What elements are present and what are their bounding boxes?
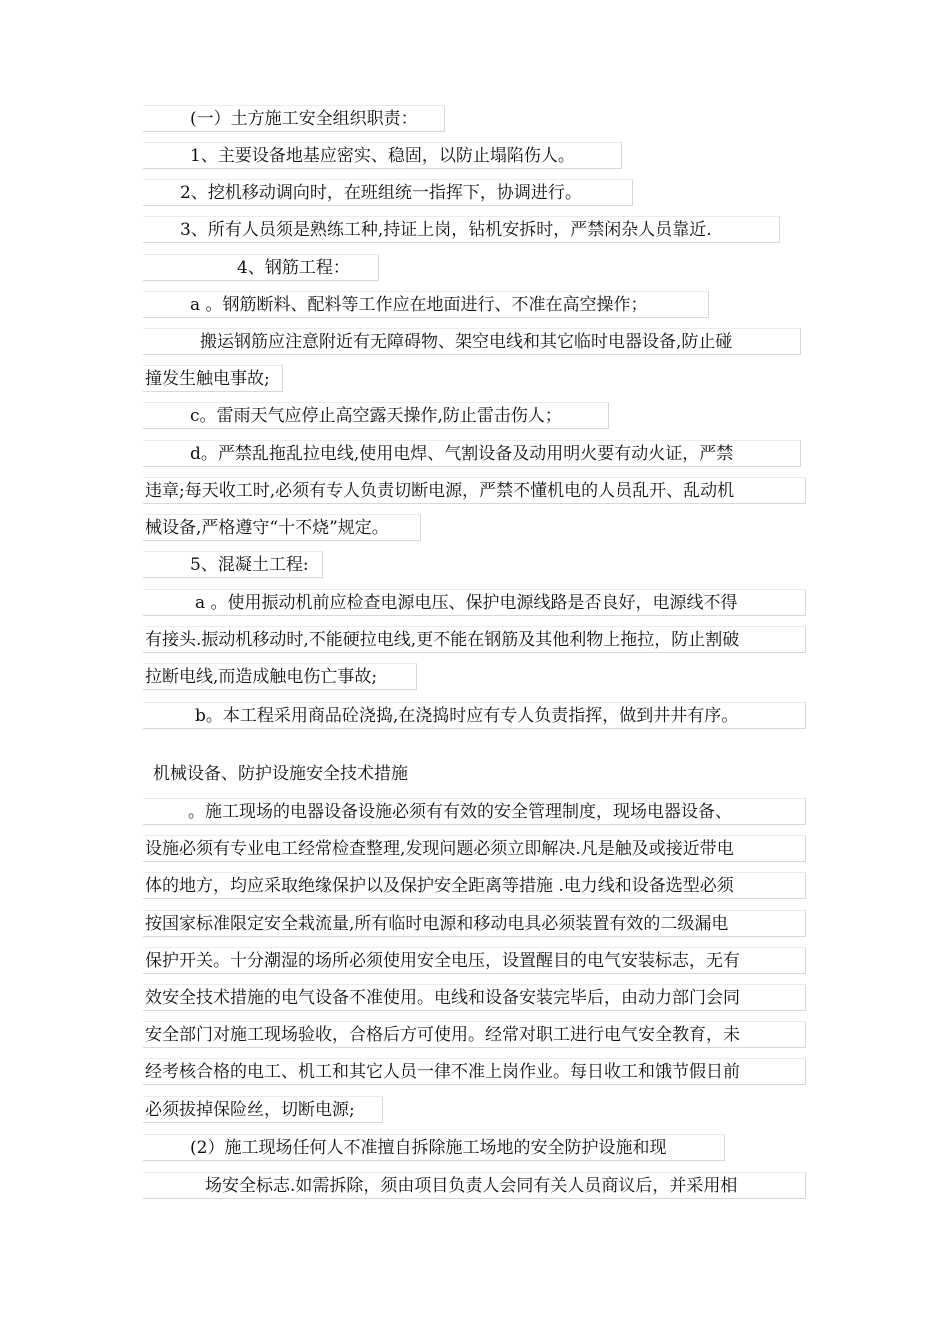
text-line: b。本工程采用商品砼浇捣,在浇捣时应有专人负责指挥，做到井井有序。 xyxy=(143,702,806,729)
text-line: 撞发生触电事故; xyxy=(143,365,283,392)
text-line: 场安全标志.如需拆除，须由项目负责人会同有关人员商议后，并采用相 xyxy=(143,1172,806,1199)
text-line: 安全部门对施工现场验收，合格后方可使用。经常对职工进行电气安全教育，未 xyxy=(143,1021,806,1048)
section-title: 机械设备、防护设施安全技术措施 xyxy=(153,764,408,784)
text-line: 有接头.振动机移动时,不能硬拉电线,更不能在钢筋及其他利物上拖拉，防止割破 xyxy=(143,626,806,653)
text-line: 拉断电线,而造成触电伤亡事故; xyxy=(143,663,417,690)
text-line: 必须拔掉保险丝，切断电源; xyxy=(143,1096,383,1123)
text-line: d。严禁乱拖乱拉电线,使用电焊、气割设备及动用明火要有动火证，严禁 xyxy=(143,440,801,467)
text-line: 设施必须有专业电工经常检查整理,发现问题必须立即解决.凡是触及或接近带电 xyxy=(143,835,806,862)
text-line: 保护开关。十分潮湿的场所必须使用安全电压，设置醒目的电气安装标志，无有 xyxy=(143,947,806,974)
text-line: a 。使用振动机前应检查电源电压、保护电源线路是否良好，电源线不得 xyxy=(143,589,806,616)
text-line: a 。钢筋断料、配料等工作应在地面进行、不准在高空操作； xyxy=(143,291,709,318)
text-line: 3、所有人员须是熟练工种,持证上岗，钻机安拆时，严禁闲杂人员靠近. xyxy=(143,216,780,243)
text-line: 违章;每天收工时,必须有专人负责切断电源，严禁不懂机电的人员乱开、乱动机 xyxy=(143,477,806,504)
text-line: 械设备,严格遵守“十不烧”规定。 xyxy=(143,514,421,541)
text-line: 搬运钢筋应注意附近有无障碍物、架空电线和其它临时电器设备,防止碰 xyxy=(143,328,801,355)
text-line: 体的地方，均应采取绝缘保护以及保护安全距离等措施 .电力线和设备选型必须 xyxy=(143,872,806,899)
text-line: (一）土方施工安全组织职责： xyxy=(143,105,445,132)
text-line: 按国家标准限定安全栽流量,所有临时电源和移动电具必须装置有效的二级漏电 xyxy=(143,910,806,937)
text-line: 。施工现场的电器设备设施必须有有效的安全管理制度，现场电器设备、 xyxy=(143,798,806,825)
text-line: 效安全技术措施的电气设备不准使用。电线和设备安装完毕后，由动力部门会同 xyxy=(143,984,806,1011)
text-line: 2、挖机移动调向时，在班组统一指挥下，协调进行。 xyxy=(143,179,633,206)
text-line: 1、主要设备地基应密实、稳固，以防止塌陷伤人。 xyxy=(143,142,622,169)
text-line: c。雷雨天气应停止高空露天操作,防止雷击伤人； xyxy=(143,402,609,429)
text-line: (2）施工现场任何人不准擅自拆除施工场地的安全防护设施和现 xyxy=(143,1134,725,1161)
section-heading: 4、钢筋工程： xyxy=(143,254,379,281)
section-heading: 5、混凝土工程: xyxy=(143,551,323,578)
text-line: 经考核合格的电工、机工和其它人员一律不准上岗作业。每日收工和饿节假日前 xyxy=(143,1058,806,1085)
